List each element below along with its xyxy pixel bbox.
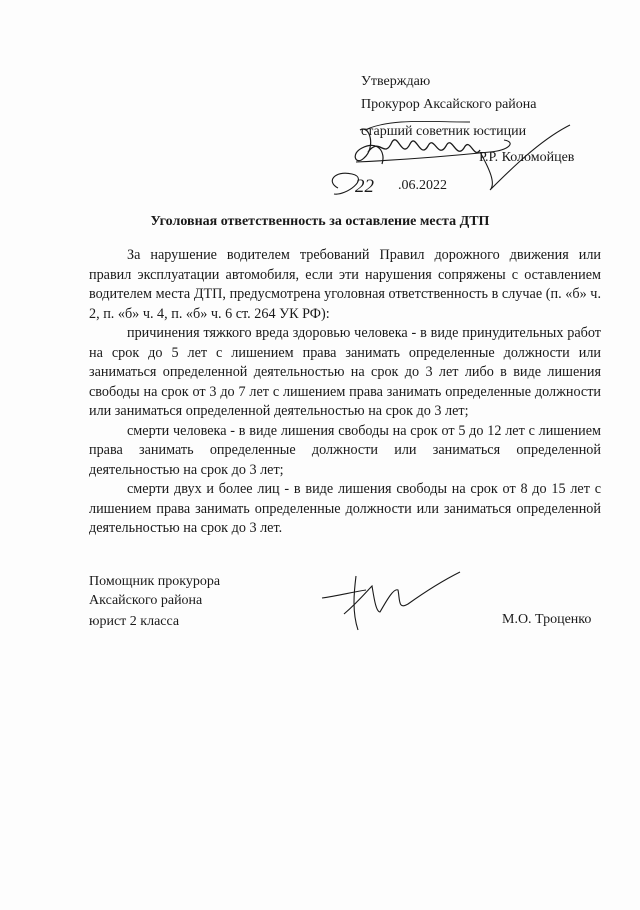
approval-date-day: 22 xyxy=(355,176,374,197)
assistant-position-line1: Помощник прокурора xyxy=(89,574,221,589)
paragraph-death-one: смерти человека - в виде лишения свободы на срок от 5 до 12 лет с лишением права занимать определенные должности или заниматься определенной деятельностью на срок до 3 лет; xyxy=(89,422,601,478)
approver-rank: старший советник юстиции xyxy=(361,124,527,139)
paragraph-serious-harm: причинения тяжкого вреда здоровью человека - в виде принудительных работ на срок до 5 лет с лишением права занимать определенные должности или заниматься определенной деятельностью на срок до 3 лет либо в виде лишения свободы на срок от 3 до 7 лет с лишением права занимать определенные должности или заниматься определенной деятельностью на срок до 3 лет; xyxy=(89,325,601,419)
approver-signature xyxy=(320,100,580,210)
approval-date: .06.2022 xyxy=(398,178,447,193)
assistant-name: М.О. Троценко xyxy=(502,612,592,627)
paragraph-death-two: смерти двух и более лиц - в виде лишения свободы на срок от 8 до 15 лет с лишением права занимать определенные должности или заниматься определенной деятельностью на срок до 3 лет. xyxy=(89,481,601,536)
paragraph-intro: За нарушение водителем требований Правил дорожного движения или правил эксплуатации автомобиля, если эти нарушения сопряжены с оставлением водителем места ДТП, предусмотрена уголовная ответственность в случае (п. «б» ч. 2, п. «б» ч. 4, п. «б» ч. 6 ст. 264 УК РФ): xyxy=(89,247,601,322)
approver-position: Прокурор Аксайского района xyxy=(361,97,537,112)
assistant-position-line2: Аксайского района xyxy=(89,593,203,608)
document-title: Уголовная ответственность за оставление места ДТП xyxy=(150,214,490,229)
approver-name: Р.Р. Коломойцев xyxy=(479,150,575,165)
assistant-class-rank: юрист 2 класса xyxy=(89,614,180,629)
document-body xyxy=(89,246,601,539)
assistant-signature xyxy=(318,568,468,638)
approve-word: Утверждаю xyxy=(361,74,431,89)
